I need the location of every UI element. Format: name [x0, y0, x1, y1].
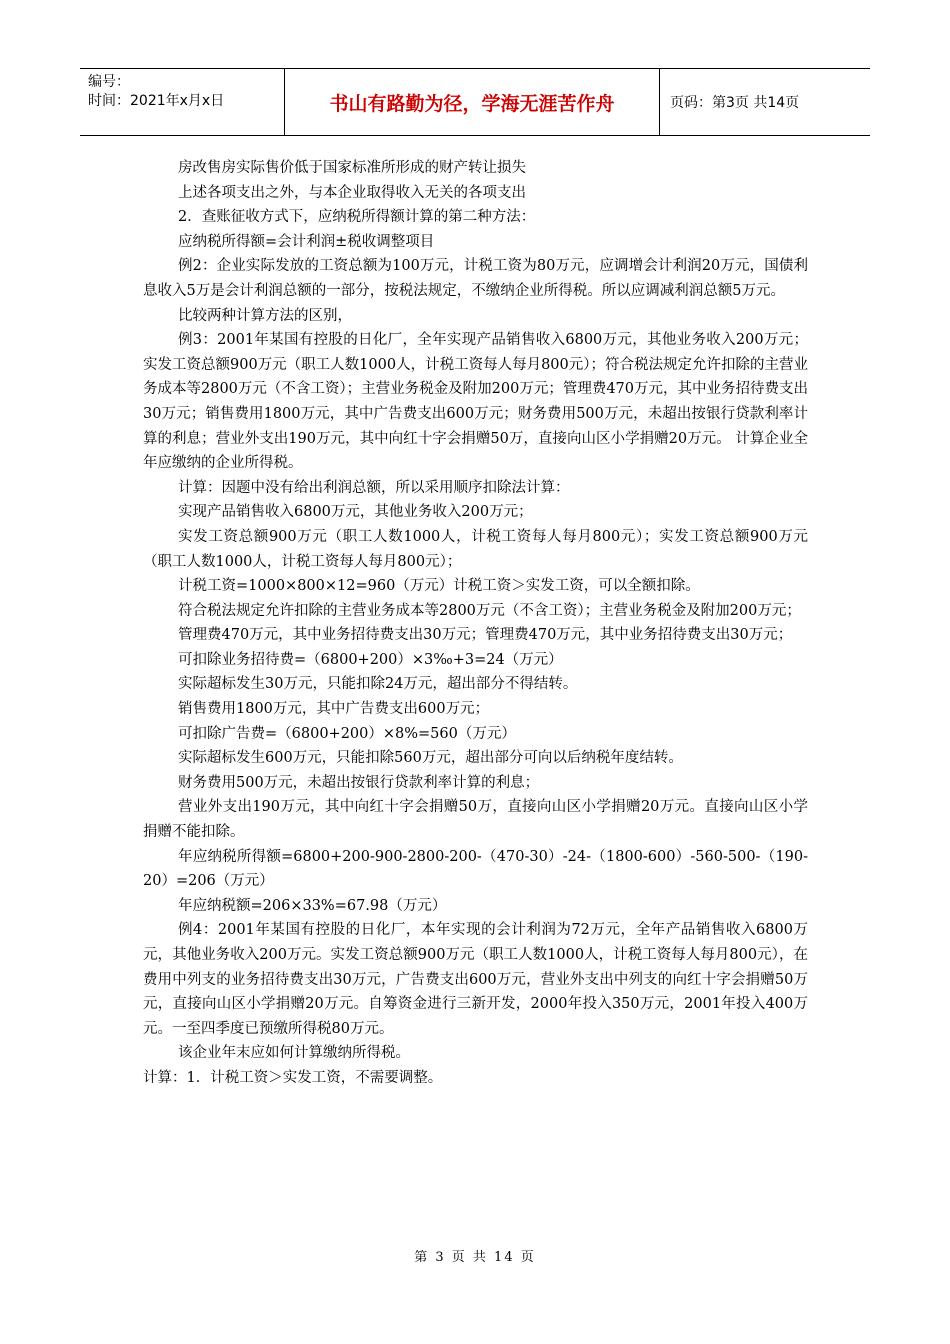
document-number-label: 编号：	[88, 74, 130, 90]
paragraph: 实现产品销售收入6800万元，其他业务收入200万元；	[178, 504, 533, 521]
paragraph: 管理费470万元，其中业务招待费支出30万元；管理费470万元，其中业务招待费支出30万元；	[178, 627, 793, 644]
paragraph: 计算：1．计税工资＞实发工资，不需要调整。	[143, 1069, 443, 1086]
paragraph: 符合税法规定允许扣除的主营业务成本等2800万元（不含工资）；主营业务税金及附加200万元；	[178, 602, 801, 619]
page-footer: 第 3 页 共 14 页	[414, 1250, 536, 1265]
paragraph: 实发工资总额900万元（职工人数1000人，计税工资每人每月800元）；实发工资总额900万元（职工人数1000人，计税工资每人每月800元）；	[143, 528, 808, 570]
paragraph: 销售费用1800万元，其中广告费支出600万元；	[178, 701, 490, 718]
header-page-info: 页码：第3页 共14页	[670, 95, 800, 111]
paragraph: 例3：2001年某国有控股的日化厂，全年实现产品销售收入6800万元，其他业务收入200万元；实发工资总额900万元（职工人数1000人，计税工资每人每月800元）；符合税法规定允许扣除的主营业务成本等2800万元（不含工资）；主营业务税金及附加200万元；管理费470万元，其中业务招待费支出30万元；销售费用1800万元，其中广告费支出600万元；财务费用500万元，未超出按银行贷款利率计算的利息；营业外支出190万元，其中向红十字会捐赠50万，直接向山区小学捐赠20万元。 计算企业全年应缴纳的企业所得税。	[143, 332, 808, 472]
header-meta	[80, 69, 285, 135]
paragraph: 比较两种计算方法的区别，	[178, 307, 352, 324]
paragraph: 2．查账征收方式下，应纳税所得额计算的第二种方法：	[178, 209, 536, 226]
header-motto: 书山有路勤为径，学海无涯苦作舟	[285, 69, 660, 135]
paragraph: 可扣除业务招待费=（6800+200）×3‰+3=24（万元）	[178, 651, 563, 668]
document-body	[143, 156, 808, 1091]
paragraph: 例2：企业实际发放的工资总额为100万元，计税工资为80万元，应调增会计利润20万元，国债利息收入5万是会计利润总额的一部分，按税法规定，不缴纳企业所得税。所以应调减利润总额5万元。	[143, 258, 808, 299]
paragraph: 上述各项支出之外，与本企业取得收入无关的各项支出	[178, 184, 526, 201]
paragraph: 计算：因题中没有给出利润总额，所以采用顺序扣除法计算：	[178, 479, 570, 496]
document-date: 时间：2021年x月x日	[88, 93, 225, 109]
paragraph: 年应纳税所得额=6800+200-900-2800-200-（470-30）-24-（1800-600）-560-500-（190-20）=206（万元）	[143, 848, 808, 890]
paragraph: 可扣除广告费=（6800+200）×8%=560（万元）	[178, 725, 516, 742]
paragraph: 计税工资=1000×800×12=960（万元）计税工资＞实发工资，可以全额扣除。	[178, 578, 700, 595]
paragraph: 例4：2001年某国有控股的日化厂，本年实现的会计利润为72万元，全年产品销售收入6800万元，其他业务收入200万元。实发工资总额900万元（职工人数1000人，计税工资每人每月800元），在费用中列支的业务招待费支出30万元，广告费支出600万元，营业外支出中列支的向红十字会捐赠50万元，直接向山区小学捐赠20万元。自筹资金进行三新开发，2000年投入350万元，2001年投入400万元。一至四季度已预缴所得税80万元。	[143, 922, 808, 1037]
paragraph: 实际超标发生30万元，只能扣除24万元，超出部分不得结转。	[178, 676, 578, 693]
paragraph: 该企业年末应如何计算缴纳所得税。	[178, 1045, 410, 1062]
paragraph: 财务费用500万元，未超出按银行贷款利率计算的利息；	[178, 774, 540, 791]
paragraph: 营业外支出190万元，其中向红十字会捐赠50万，直接向山区小学捐赠20万元。直接向山区小学捐赠不能扣除。	[143, 799, 808, 841]
page-header	[80, 68, 870, 136]
paragraph: 应纳税所得额=会计利润±税收调整项目	[178, 233, 435, 250]
paragraph: 实际超标发生600万元，只能扣除560万元，超出部分可向以后纳税年度结转。	[178, 750, 683, 767]
paragraph: 房改售房实际售价低于国家标准所形成的财产转让损失	[178, 160, 526, 176]
paragraph: 年应纳税额=206×33%=67.98（万元）	[178, 897, 447, 914]
